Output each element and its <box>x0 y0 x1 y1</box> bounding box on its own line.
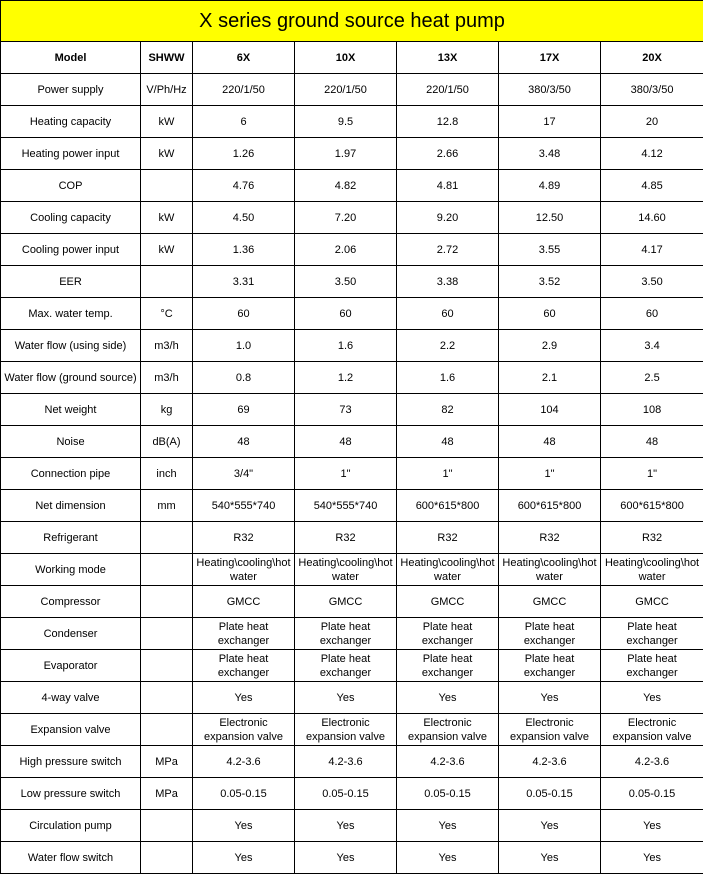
row-label: COP <box>1 170 141 202</box>
value-cell: 1.2 <box>295 362 397 394</box>
value-cell: 600*615*800 <box>601 490 703 522</box>
table-row <box>1 586 703 618</box>
value-cell: Yes <box>193 682 295 714</box>
unit-cell: inch <box>141 458 193 490</box>
value-cell: Plate heat exchanger <box>193 618 295 650</box>
unit-cell: kW <box>141 202 193 234</box>
row-label: Net weight <box>1 394 141 426</box>
table-body <box>1 74 703 874</box>
row-label: Water flow switch <box>1 842 141 874</box>
value-cell: 3.31 <box>193 266 295 298</box>
value-cell: 4.2-3.6 <box>397 746 499 778</box>
value-cell: 0.05-0.15 <box>601 778 703 810</box>
unit-cell: mm <box>141 490 193 522</box>
table-row <box>1 490 703 522</box>
value-cell: 3.38 <box>397 266 499 298</box>
row-label: Net dimension <box>1 490 141 522</box>
value-cell: 69 <box>193 394 295 426</box>
value-cell: 4.81 <box>397 170 499 202</box>
value-cell: Yes <box>193 842 295 874</box>
row-label: Expansion valve <box>1 714 141 746</box>
value-cell: 48 <box>193 426 295 458</box>
value-cell: Electronic expansion valve <box>193 714 295 746</box>
value-cell: 0.05-0.15 <box>193 778 295 810</box>
row-label: Water flow (ground source) <box>1 362 141 394</box>
row-label: Heating power input <box>1 138 141 170</box>
column-header: 13X <box>397 42 499 74</box>
row-label: Cooling capacity <box>1 202 141 234</box>
unit-cell <box>141 554 193 586</box>
value-cell: Plate heat exchanger <box>397 650 499 682</box>
value-cell: 73 <box>295 394 397 426</box>
value-cell: 2.72 <box>397 234 499 266</box>
value-cell: Yes <box>295 682 397 714</box>
value-cell: 60 <box>601 298 703 330</box>
value-cell: 3.50 <box>295 266 397 298</box>
unit-cell <box>141 842 193 874</box>
value-cell: R32 <box>499 522 601 554</box>
unit-cell <box>141 618 193 650</box>
value-cell: 4.76 <box>193 170 295 202</box>
value-cell: 2.9 <box>499 330 601 362</box>
row-label: EER <box>1 266 141 298</box>
table-row <box>1 778 703 810</box>
row-label: Condenser <box>1 618 141 650</box>
row-label: Power supply <box>1 74 141 106</box>
table-row <box>1 746 703 778</box>
value-cell: Yes <box>397 682 499 714</box>
value-cell: Heating\cooling\hot water <box>499 554 601 586</box>
value-cell: 20 <box>601 106 703 138</box>
row-label: Noise <box>1 426 141 458</box>
value-cell: 4.2-3.6 <box>601 746 703 778</box>
value-cell: 1.97 <box>295 138 397 170</box>
value-cell: 220/1/50 <box>397 74 499 106</box>
value-cell: Electronic expansion valve <box>601 714 703 746</box>
table-row <box>1 362 703 394</box>
unit-cell: m3/h <box>141 330 193 362</box>
value-cell: 4.85 <box>601 170 703 202</box>
value-cell: Heating\cooling\hot water <box>397 554 499 586</box>
value-cell: 7.20 <box>295 202 397 234</box>
value-cell: Electronic expansion valve <box>397 714 499 746</box>
value-cell: 600*615*800 <box>499 490 601 522</box>
row-label: Evaporator <box>1 650 141 682</box>
value-cell: 1.6 <box>397 362 499 394</box>
table-title: X series ground source heat pump <box>1 1 703 42</box>
value-cell: 1.26 <box>193 138 295 170</box>
table-row <box>1 330 703 362</box>
table-row <box>1 458 703 490</box>
value-cell: 60 <box>499 298 601 330</box>
value-cell: 4.89 <box>499 170 601 202</box>
value-cell: 0.8 <box>193 362 295 394</box>
value-cell: 2.2 <box>397 330 499 362</box>
table-row <box>1 810 703 842</box>
value-cell: GMCC <box>397 586 499 618</box>
value-cell: 3/4" <box>193 458 295 490</box>
row-label: Cooling power input <box>1 234 141 266</box>
unit-cell <box>141 714 193 746</box>
value-cell: 17 <box>499 106 601 138</box>
row-label: Working mode <box>1 554 141 586</box>
header-row <box>1 42 703 74</box>
unit-cell: MPa <box>141 778 193 810</box>
table-row <box>1 106 703 138</box>
value-cell: 1.0 <box>193 330 295 362</box>
value-cell: R32 <box>295 522 397 554</box>
value-cell: 48 <box>295 426 397 458</box>
value-cell: GMCC <box>193 586 295 618</box>
value-cell: Yes <box>499 810 601 842</box>
value-cell: 0.05-0.15 <box>397 778 499 810</box>
column-header: 17X <box>499 42 601 74</box>
unit-cell: kg <box>141 394 193 426</box>
value-cell: 104 <box>499 394 601 426</box>
value-cell: 600*615*800 <box>397 490 499 522</box>
value-cell: 1" <box>397 458 499 490</box>
row-label: Max. water temp. <box>1 298 141 330</box>
unit-cell <box>141 650 193 682</box>
column-header: 10X <box>295 42 397 74</box>
table-row <box>1 714 703 746</box>
value-cell: Heating\cooling\hot water <box>193 554 295 586</box>
value-cell: 1" <box>295 458 397 490</box>
table-row <box>1 234 703 266</box>
value-cell: 48 <box>601 426 703 458</box>
value-cell: Yes <box>193 810 295 842</box>
value-cell: 3.52 <box>499 266 601 298</box>
value-cell: 6 <box>193 106 295 138</box>
column-header: 6X <box>193 42 295 74</box>
value-cell: 0.05-0.15 <box>295 778 397 810</box>
table-row <box>1 74 703 106</box>
value-cell: 4.17 <box>601 234 703 266</box>
row-label: Water flow (using side) <box>1 330 141 362</box>
value-cell: 1.6 <box>295 330 397 362</box>
value-cell: Yes <box>499 842 601 874</box>
table-row <box>1 394 703 426</box>
value-cell: Yes <box>601 682 703 714</box>
row-label: Connection pipe <box>1 458 141 490</box>
value-cell: Plate heat exchanger <box>295 618 397 650</box>
value-cell: 540*555*740 <box>193 490 295 522</box>
table-row <box>1 298 703 330</box>
value-cell: 1" <box>601 458 703 490</box>
value-cell: 82 <box>397 394 499 426</box>
table-row <box>1 618 703 650</box>
unit-cell: kW <box>141 106 193 138</box>
row-label: Compressor <box>1 586 141 618</box>
table-row <box>1 170 703 202</box>
value-cell: Yes <box>397 842 499 874</box>
unit-cell: V/Ph/Hz <box>141 74 193 106</box>
value-cell: 380/3/50 <box>499 74 601 106</box>
value-cell: 3.55 <box>499 234 601 266</box>
value-cell: Electronic expansion valve <box>295 714 397 746</box>
value-cell: 2.66 <box>397 138 499 170</box>
unit-cell: m3/h <box>141 362 193 394</box>
value-cell: Yes <box>601 810 703 842</box>
table-row <box>1 426 703 458</box>
table-row <box>1 650 703 682</box>
unit-cell <box>141 170 193 202</box>
value-cell: 3.50 <box>601 266 703 298</box>
column-header: 20X <box>601 42 703 74</box>
value-cell: 2.06 <box>295 234 397 266</box>
value-cell: 48 <box>397 426 499 458</box>
value-cell: 12.50 <box>499 202 601 234</box>
value-cell: Plate heat exchanger <box>601 650 703 682</box>
value-cell: 0.05-0.15 <box>499 778 601 810</box>
value-cell: 540*555*740 <box>295 490 397 522</box>
unit-cell <box>141 810 193 842</box>
row-label: Heating capacity <box>1 106 141 138</box>
unit-cell: MPa <box>141 746 193 778</box>
value-cell: Plate heat exchanger <box>499 618 601 650</box>
value-cell: R32 <box>397 522 499 554</box>
unit-cell <box>141 682 193 714</box>
row-label: High pressure switch <box>1 746 141 778</box>
value-cell: Heating\cooling\hot water <box>601 554 703 586</box>
value-cell: Plate heat exchanger <box>601 618 703 650</box>
value-cell: 1" <box>499 458 601 490</box>
value-cell: Plate heat exchanger <box>193 650 295 682</box>
table-row <box>1 138 703 170</box>
value-cell: 60 <box>193 298 295 330</box>
value-cell: 4.2-3.6 <box>295 746 397 778</box>
value-cell: 9.20 <box>397 202 499 234</box>
unit-cell: kW <box>141 138 193 170</box>
value-cell: 3.48 <box>499 138 601 170</box>
value-cell: 4.2-3.6 <box>499 746 601 778</box>
unit-cell: dB(A) <box>141 426 193 458</box>
column-header: Model <box>1 42 141 74</box>
value-cell: Yes <box>397 810 499 842</box>
value-cell: 220/1/50 <box>193 74 295 106</box>
value-cell: Plate heat exchanger <box>499 650 601 682</box>
value-cell: 2.1 <box>499 362 601 394</box>
unit-cell <box>141 522 193 554</box>
column-header: SHWW <box>141 42 193 74</box>
value-cell: 48 <box>499 426 601 458</box>
value-cell: Electronic expansion valve <box>499 714 601 746</box>
unit-cell: °C <box>141 298 193 330</box>
table-row <box>1 682 703 714</box>
value-cell: 12.8 <box>397 106 499 138</box>
value-cell: Yes <box>295 842 397 874</box>
value-cell: 3.4 <box>601 330 703 362</box>
value-cell: 4.12 <box>601 138 703 170</box>
unit-cell <box>141 266 193 298</box>
value-cell: Heating\cooling\hot water <box>295 554 397 586</box>
row-label: Low pressure switch <box>1 778 141 810</box>
row-label: Refrigerant <box>1 522 141 554</box>
unit-cell: kW <box>141 234 193 266</box>
value-cell: GMCC <box>499 586 601 618</box>
row-label: Circulation pump <box>1 810 141 842</box>
value-cell: R32 <box>601 522 703 554</box>
value-cell: 108 <box>601 394 703 426</box>
value-cell: Plate heat exchanger <box>295 650 397 682</box>
value-cell: Yes <box>601 842 703 874</box>
table-row <box>1 202 703 234</box>
table-row <box>1 842 703 874</box>
unit-cell <box>141 586 193 618</box>
value-cell: Plate heat exchanger <box>397 618 499 650</box>
table-row <box>1 554 703 586</box>
value-cell: 220/1/50 <box>295 74 397 106</box>
table-row <box>1 522 703 554</box>
value-cell: 60 <box>397 298 499 330</box>
value-cell: 4.82 <box>295 170 397 202</box>
value-cell: 2.5 <box>601 362 703 394</box>
value-cell: R32 <box>193 522 295 554</box>
value-cell: 380/3/50 <box>601 74 703 106</box>
row-label: 4-way valve <box>1 682 141 714</box>
value-cell: GMCC <box>295 586 397 618</box>
value-cell: 1.36 <box>193 234 295 266</box>
value-cell: Yes <box>499 682 601 714</box>
value-cell: 60 <box>295 298 397 330</box>
value-cell: GMCC <box>601 586 703 618</box>
value-cell: 4.2-3.6 <box>193 746 295 778</box>
value-cell: 9.5 <box>295 106 397 138</box>
table-row <box>1 266 703 298</box>
value-cell: Yes <box>295 810 397 842</box>
value-cell: 14.60 <box>601 202 703 234</box>
value-cell: 4.50 <box>193 202 295 234</box>
